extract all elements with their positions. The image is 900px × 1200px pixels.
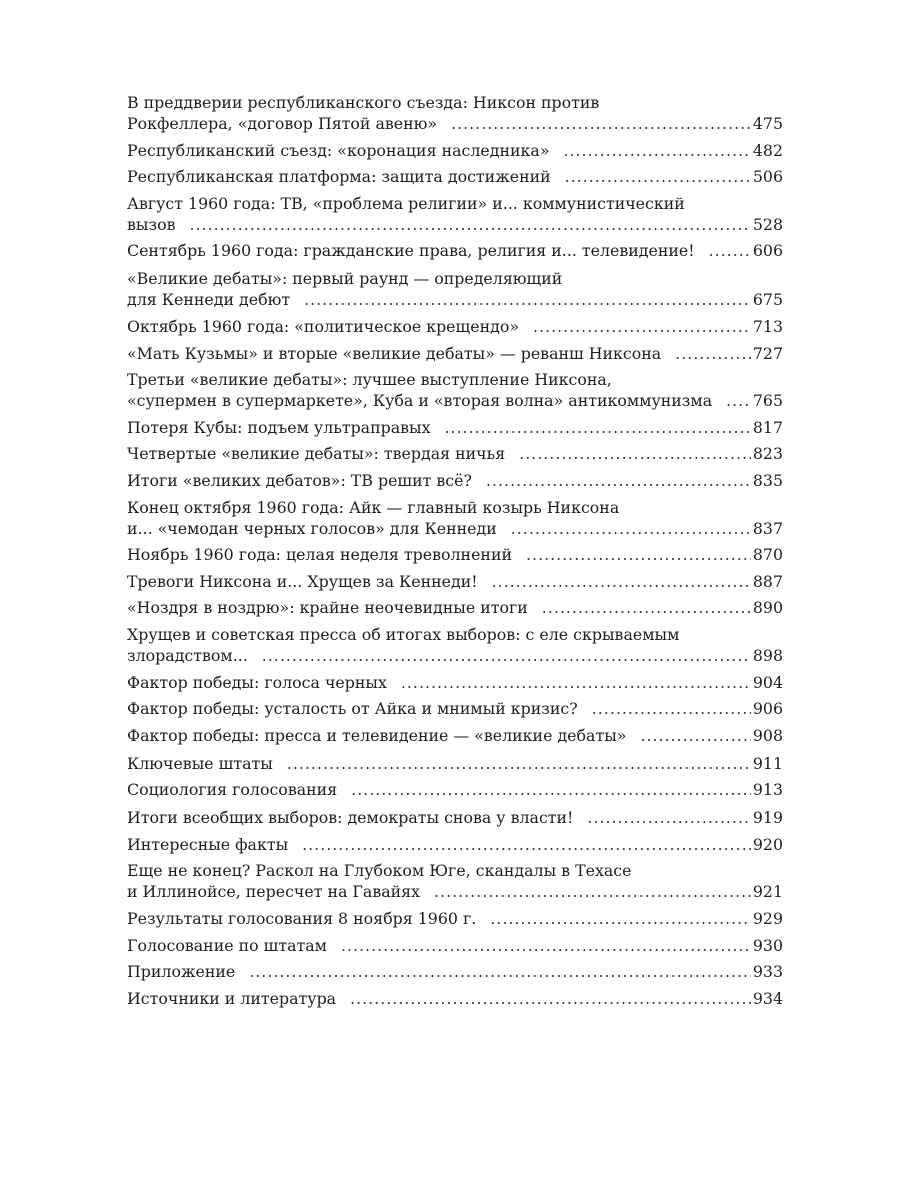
toc-entry-row [127,140,783,161]
table-of-contents [127,92,783,1014]
toc-entry [127,725,783,746]
toc-entry [127,497,783,539]
toc-entry-row [127,698,783,719]
toc-entry-row [127,390,783,411]
toc-entry-title-line: Голосование по штатам [127,935,327,955]
toc-entry-row [127,753,783,774]
toc-entry-title-line: Октябрь 1960 года: «политическое крещендо» [127,316,519,336]
toc-entry [127,166,783,187]
toc-entry-title-line: Фактор победы: голоса черных [127,672,387,692]
dot-leader [709,240,751,261]
toc-entry [127,193,783,235]
dot-leader [434,881,751,902]
toc-entry [127,240,783,261]
toc-page-number: 908 [752,725,783,745]
toc-page-number: 934 [752,988,783,1008]
toc-entry-title-line: Фактор победы: пресса и телевидение — «великие дебаты» [127,725,627,745]
dot-leader [526,544,751,565]
toc-entry-title-line: Ноябрь 1960 года: целая неделя треволнений [127,545,513,565]
dot-leader [640,725,750,746]
toc-entry [127,343,783,364]
toc-page-number: 837 [752,518,783,538]
toc-page-number: 817 [752,417,783,437]
toc-page-number: 930 [752,935,783,955]
toc-page-number: 528 [752,214,783,234]
toc-entry-row [127,316,783,337]
toc-entry-title-line: Рокфеллера, «договор Пятой авеню» [127,114,438,133]
dot-leader [304,289,751,310]
toc-entry-title-line: «Великие дебаты»: первый раунд — определяющий [127,269,563,289]
toc-entry-title-line: Республиканская платформа: защита достижений [127,167,551,187]
toc-entry-row [127,645,783,666]
toc-page-number: 823 [752,444,783,464]
toc-entry-title-line: В преддверии республиканского съезда: Никсон против [127,93,600,112]
toc-entry-row [127,935,783,956]
toc-page-number: 929 [752,909,783,929]
toc-page-number: 921 [752,882,783,902]
toc-page-number: 904 [752,672,783,692]
toc-entry-title-line: Республиканский съезд: «коронация наследника» [127,140,550,160]
toc-page-number: 482 [752,140,783,160]
toc-entry-title-line: Результаты голосования 8 ноября 1960 г. [127,909,477,929]
dot-leader [445,417,751,438]
toc-page-number: 898 [752,645,783,665]
dot-leader [563,140,750,161]
toc-entry-title-line: Сентябрь 1960 года: гражданские права, религия и... телевидение! [127,241,695,261]
dot-leader [451,113,751,134]
dot-leader [492,571,751,592]
toc-entry-row [127,571,783,592]
toc-page-number: 606 [752,241,783,261]
toc-entry-row [127,779,783,800]
dot-leader [587,807,750,828]
toc-entry-title-line: Еще не конец? Раскол на Глубоком Юге, скандалы в Техасе [127,861,632,881]
toc-entry-title-line: Август 1960 года: ТВ, «проблема религии» и... коммунистический [127,193,685,213]
toc-entry-row [127,289,783,310]
toc-page-number: 919 [752,808,783,828]
toc-entry [127,908,783,929]
toc-entry-row [127,343,783,364]
dot-leader [350,988,751,1009]
toc-entry [127,961,783,982]
toc-entry-row [127,113,783,134]
toc-page-number: 713 [752,316,783,336]
toc-entry [127,92,783,134]
toc-entry [127,369,783,411]
dot-leader [401,672,751,693]
toc-entry-row [127,597,783,618]
toc-page-number: 870 [752,545,783,565]
toc-entry-row [127,417,783,438]
dot-leader [511,518,751,539]
toc-entry-title-line: Итоги «великих дебатов»: ТВ решит всё? [127,470,472,490]
dot-leader [592,698,751,719]
toc-entry-title-line: Итоги всеобщих выборов: демократы снова у власти! [127,808,574,828]
toc-entry [127,935,783,956]
toc-page-number: 913 [752,780,783,800]
toc-page-number: 911 [752,753,783,773]
dot-leader [565,166,751,187]
toc-entry-title-line: Хрущев и советская пресса об итогах выборов: с еле скрываемым [127,624,680,644]
toc-entry-row [127,672,783,693]
toc-entry-title-line: Тревоги Никсона и... Хрущев за Кеннеди! [127,571,478,591]
toc-entry [127,597,783,618]
toc-entry-title-line: «супермен в супермаркете», Куба и «вторая волна» антикоммунизма [127,391,713,411]
toc-entry [127,779,783,800]
toc-entry-row [127,544,783,565]
toc-page-number: 835 [752,470,783,490]
toc-page-number: 475 [752,114,783,133]
dot-leader [190,214,751,235]
toc-page-number: 675 [752,290,783,310]
toc-entry [127,268,783,310]
toc-entry-title-line: и... «чемодан черных голосов» для Кеннеди [127,518,497,538]
toc-entry-row [127,443,783,464]
toc-entry [127,672,783,693]
toc-entry-title-line: Интересные факты [127,834,289,854]
toc-page-number: 906 [752,699,783,719]
toc-entry [127,140,783,161]
dot-leader [287,753,751,774]
toc-entry-title-line: злорадством... [127,645,248,665]
toc-page-number: 887 [752,571,783,591]
dot-leader [542,597,751,618]
toc-entry [127,470,783,491]
toc-entry [127,834,783,855]
toc-entry [127,443,783,464]
toc-entry [127,698,783,719]
toc-entry-row [127,725,783,746]
toc-page-number: 920 [752,834,783,854]
toc-entry-title-line: «Мать Кузьмы» и вторые «великие дебаты» — реванш Никсона [127,343,662,363]
toc-entry-title-line: Фактор победы: усталость от Айка и мнимый кризис? [127,699,578,719]
dot-leader [302,834,751,855]
toc-entry-title-line: Социология голосования [127,780,338,800]
toc-entry-title-line: и Иллинойсе, пересчет на Гавайях [127,882,421,902]
dot-leader [490,908,751,929]
toc-entry [127,417,783,438]
dot-leader [726,390,751,411]
toc-entry-row [127,961,783,982]
toc-entry-row [127,240,783,261]
toc-entry [127,316,783,337]
toc-page-number: 727 [752,343,783,363]
toc-entry-title-line: Ключевые штаты [127,753,273,773]
toc-entry-title-line: Четвертые «великие дебаты»: твердая ничья [127,444,506,464]
dot-leader [351,779,751,800]
toc-entry-row [127,834,783,855]
toc-entry-row [127,807,783,828]
dot-leader [249,961,751,982]
toc-entry-row [127,881,783,902]
toc-entry [127,753,783,774]
toc-entry-row [127,470,783,491]
toc-entry-title-line: Приложение [127,962,236,982]
toc-entry [127,860,783,902]
toc-entry [127,624,783,666]
dot-leader [341,935,751,956]
toc-entry-title-line: вызов [127,214,176,234]
toc-entry-row [127,518,783,539]
toc-entry-row [127,908,783,929]
toc-entry-title-line: «Ноздря в ноздрю»: крайне неочевидные итоги [127,598,528,618]
toc-entry-row [127,988,783,1009]
toc-entry-title-line: для Кеннеди дебют [127,290,291,310]
toc-entry-title-line: Источники и литература [127,988,337,1008]
toc-entry [127,544,783,565]
dot-leader [533,316,751,337]
toc-page-number: 933 [752,962,783,982]
toc-entry-title-line: Потеря Кубы: подъем ультраправых [127,417,431,437]
toc-entry-title-line: Конец октября 1960 года: Айк — главный козырь Никсона [127,497,620,517]
toc-entry [127,571,783,592]
dot-leader [519,443,751,464]
toc-entry [127,807,783,828]
dot-leader [486,470,751,491]
dot-leader [262,645,751,666]
toc-page-number: 506 [752,167,783,187]
toc-page-number: 890 [752,598,783,618]
toc-entry-row [127,166,783,187]
dot-leader [675,343,751,364]
toc-entry-title-line: Третьи «великие дебаты»: лучшее выступление Никсона, [127,370,612,390]
toc-entry-row [127,214,783,235]
toc-entry [127,988,783,1009]
toc-page-number: 765 [752,391,783,411]
